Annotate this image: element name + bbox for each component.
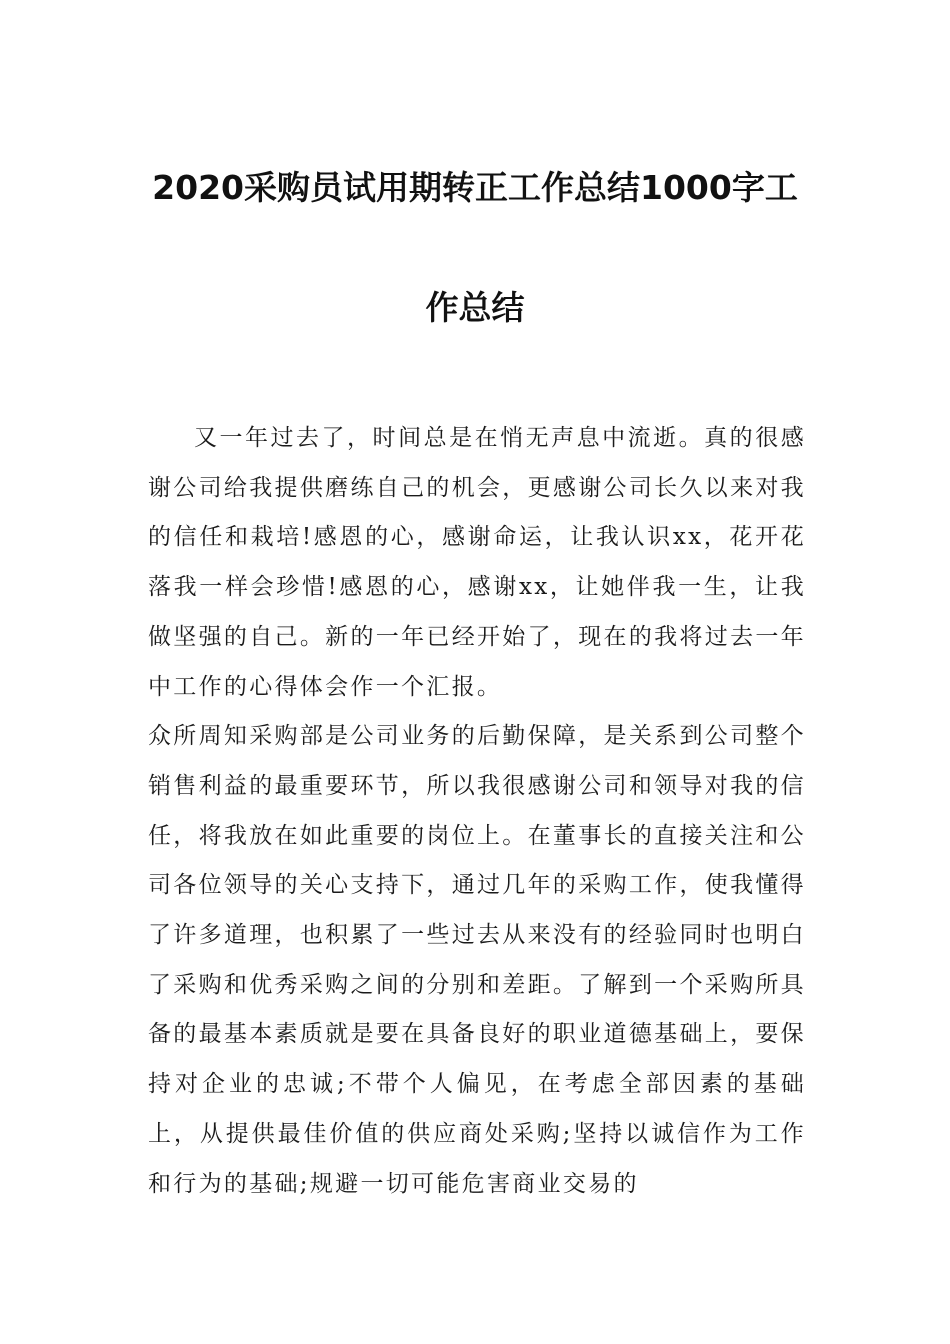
body-paragraph-1: 又一年过去了，时间总是在悄无声息中流逝。真的很感谢公司给我提供磨练自己的机会，更感谢公司长久以来对我的信任和栽培!感恩的心，感谢命运，让我认识xx，花开花落我一样会珍惜!感恩的心，感谢xx，让她伴我一生，让我做坚强的自己。新的一年已经开始了，现在的我将过去一年中工作的心得体会作一个汇报。: [148, 425, 806, 700]
document-title-line-1: 2020采购员试用期转正工作总结1000字工: [152, 168, 798, 207]
document-title-line-2: 作总结: [425, 288, 525, 327]
document-body: [148, 414, 806, 1209]
body-paragraph-2: 众所周知采购部是公司业务的后勤保障，是关系到公司整个销售利益的最重要环节，所以我很感谢公司和领导对我的信任，将我放在如此重要的岗位上。在董事长的直接关注和公司各位领导的关心支持下，通过几年的采购工作，使我懂得了许多道理，也积累了一些过去从来没有的经验同时也明白了采购和优秀采购之间的分别和差距。了解到一个采购所具备的最基本素质就是要在具备良好的职业道德基础上，要保持对企业的忠诚;不带个人偏见，在考虑全部因素的基础上，从提供最佳价值的供应商处采购;坚持以诚信作为工作和行为的基础;规避一切可能危害商业交易的: [148, 723, 806, 1197]
